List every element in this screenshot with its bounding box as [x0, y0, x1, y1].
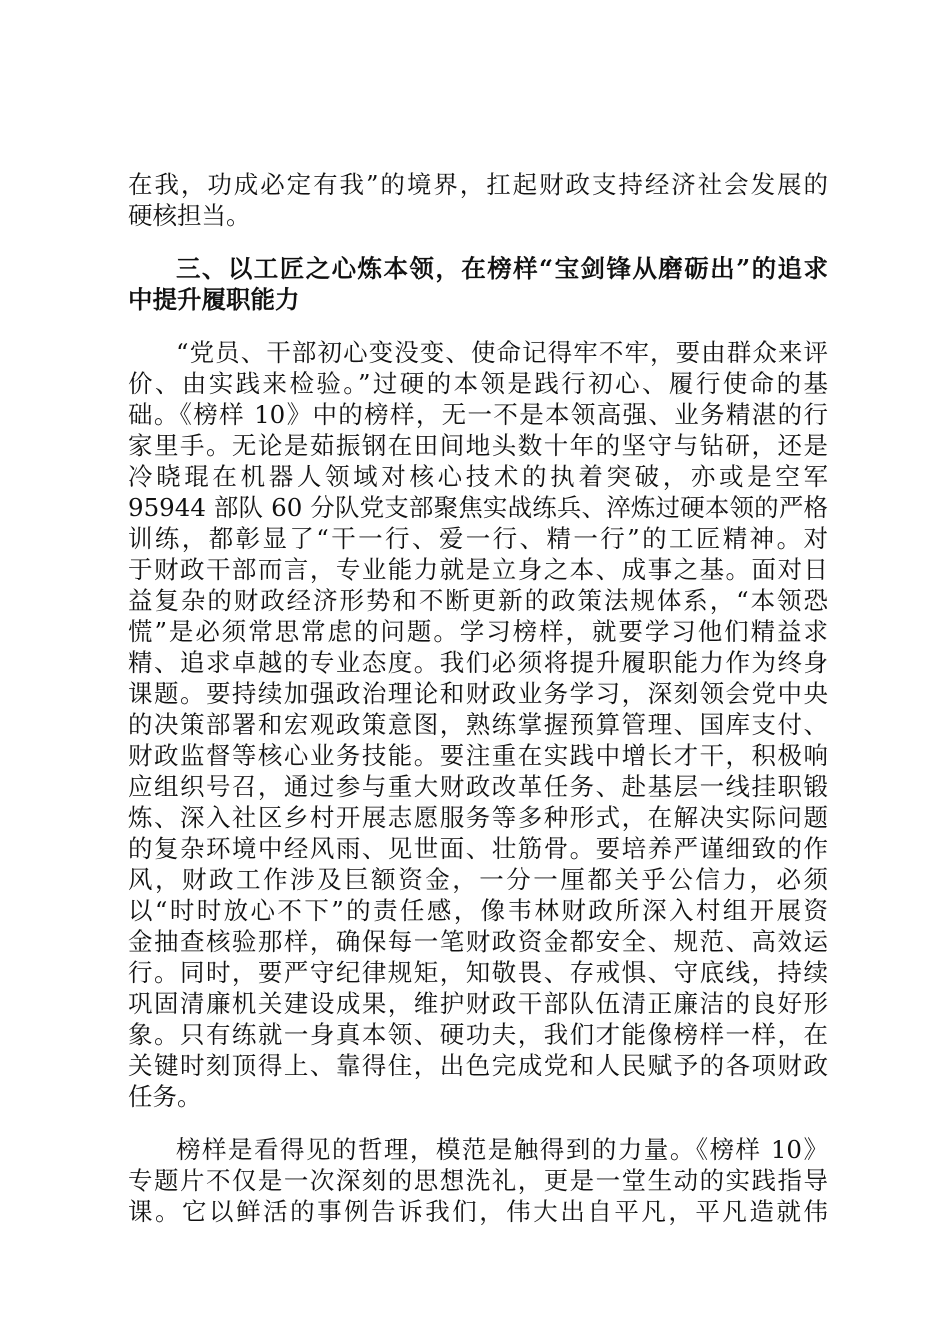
paragraph-2-line-7: 训练，都彰显了“干一行、爱一行、精一行”的工匠精神。对: [128, 524, 828, 553]
paragraph-2-line-11: 精、追求卓越的专业态度。我们必须将提升履职能力作为终身: [128, 648, 828, 677]
paragraph-2-line-18: 风，财政工作涉及巨额资金，一分一厘都关乎公信力，必须: [128, 865, 828, 894]
paragraph-2-line-3: 础。《榜样 10》中的榜样，无一不是本领高强、业务精湛的行: [128, 400, 828, 429]
section-3-heading-line-1: 三、以工匠之心炼本领，在榜样“宝剑锋从磨砺出”的追求: [176, 254, 828, 283]
paragraph-3-line-3: 课。它以鲜活的事例告诉我们，伟大出自平凡，平凡造就伟: [128, 1197, 828, 1226]
paragraph-2-line-9: 益复杂的财政经济形势和不断更新的政策法规体系，“本领恐: [128, 586, 828, 615]
paragraph-2-line-2: 价、由实践来检验。”过硬的本领是践行初心、履行使命的基: [128, 369, 828, 398]
paragraph-2-line-23: 象。只有练就一身真本领、硬功夫，我们才能像榜样一样，在: [128, 1020, 828, 1049]
paragraph-2-line-4: 家里手。无论是茹振钢在田间地头数十年的坚守与钻研，还是: [128, 431, 828, 460]
paragraph-2-line-13: 的决策部署和宏观政策意图，熟练掌握预算管理、国库支付、: [128, 710, 828, 739]
paragraph-2-line-5: 冷晓琨在机器人领域对核心技术的执着突破，亦或是空军: [128, 462, 828, 491]
paragraph-2-line-14: 财政监督等核心业务技能。要注重在实践中增长才干，积极响: [128, 741, 828, 770]
paragraph-2-line-16: 炼、深入社区乡村开展志愿服务等多种形式，在解决实际问题: [128, 803, 828, 832]
paragraph-2-line-12: 课题。要持续加强政治理论和财政业务学习，深刻领会党中央: [128, 679, 828, 708]
paragraph-2-line-22: 巩固清廉机关建设成果，维护财政干部队伍清正廉洁的良好形: [128, 989, 828, 1018]
paragraph-3-line-1: 榜样是看得见的哲理，模范是触得到的力量。《榜样 10》: [176, 1135, 828, 1164]
paragraph-3-line-2: 专题片不仅是一次深刻的思想洗礼，更是一堂生动的实践指导: [128, 1166, 828, 1195]
paragraph-2-line-1: “党员、干部初心变没变、使命记得牢不牢，要由群众来评: [176, 338, 828, 367]
section-3-heading-line-2: 中提升履职能力: [128, 285, 300, 314]
paragraph-2-line-10: 慌”是必须常思常虑的问题。学习榜样，就要学习他们精益求: [128, 617, 828, 646]
paragraph-1-line-1: 在我，功成必定有我”的境界，扛起财政支持经济社会发展的: [128, 170, 828, 199]
paragraph-2-line-17: 的复杂环境中经风雨、见世面、壮筋骨。要培养严谨细致的作: [128, 834, 828, 863]
paragraph-2-line-8: 于财政干部而言，专业能力就是立身之本、成事之基。面对日: [128, 555, 828, 584]
paragraph-2-line-24: 关键时刻顶得上、靠得住，出色完成党和人民赋予的各项财政: [128, 1051, 828, 1080]
paragraph-2-line-25: 任务。: [128, 1082, 202, 1111]
paragraph-2-line-19: 以“时时放心不下”的责任感，像韦林财政所深入村组开展资: [128, 896, 828, 925]
paragraph-1-line-2: 硬核担当。: [128, 201, 251, 230]
paragraph-2-line-20: 金抽查核验那样，确保每一笔财政资金都安全、规范、高效运: [128, 927, 828, 956]
paragraph-2-line-6: 95944 部队 60 分队党支部聚焦实战练兵、淬炼过硬本领的严格: [128, 493, 828, 522]
paragraph-2-line-21: 行。同时，要严守纪律规矩，知敬畏、存戒惧、守底线，持续: [128, 958, 828, 987]
paragraph-2-line-15: 应组织号召，通过参与重大财政改革任务、赴基层一线挂职锻: [128, 772, 828, 801]
